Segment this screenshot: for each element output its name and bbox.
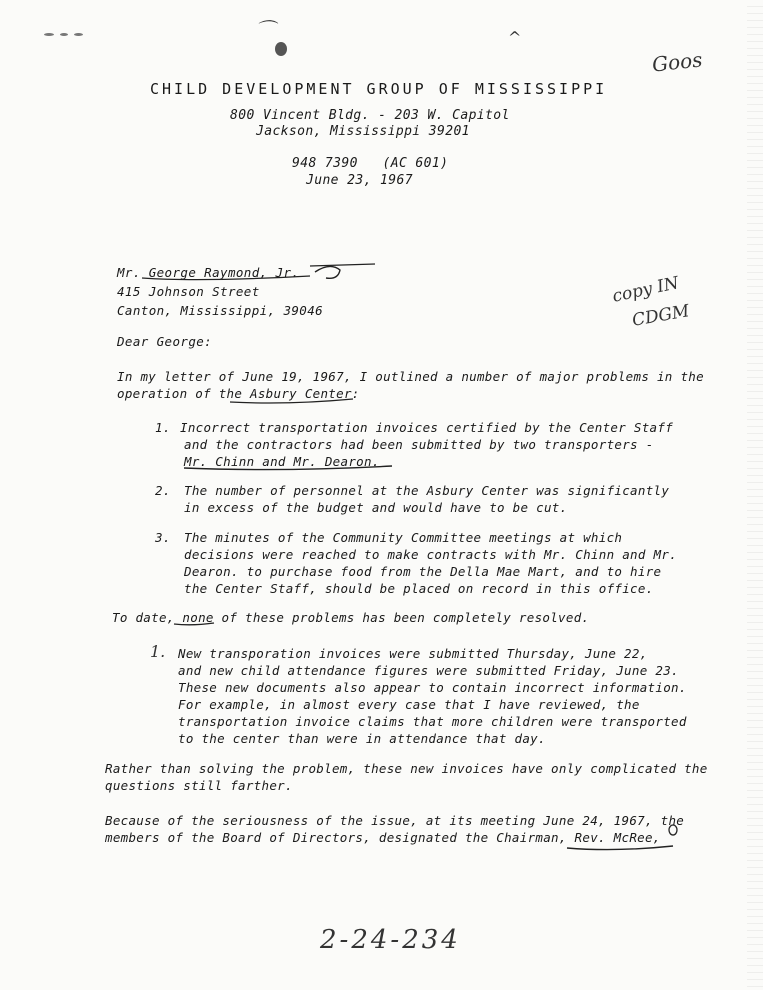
recipient-name: Mr. George Raymond, Jr. (117, 265, 300, 280)
to-date-line: To date, none of these problems has been completely resolved. (112, 610, 590, 625)
followup-line-2: and new child attendance figures were submitted Friday, June 23. (178, 663, 679, 678)
scan-edge (747, 0, 763, 990)
recipient-city: Canton, Mississippi, 39046 (117, 303, 324, 318)
followup-line-1: New transporation invoices were submitted Thursday, June 22, (178, 646, 648, 661)
followup-number: 1. (150, 642, 166, 661)
handwritten-document-number: 2-24-234 (320, 925, 461, 955)
item-2-line-1: The number of personnel at the Asbury Center was significantly (184, 483, 670, 498)
item-1-line-2: and the contractors had been submitted by two transporters - (184, 437, 654, 452)
address-line-1: 800 Vincent Bldg. - 203 W. Capitol (230, 108, 510, 123)
phone-number: 948 7390 (AC 601) (292, 156, 449, 171)
item-3-number: 3. (155, 530, 171, 545)
salutation: Dear George: (117, 334, 213, 349)
item-1-line-1: Incorrect transportation invoices certified by the Center Staff (180, 420, 674, 435)
scan-mark (44, 33, 54, 36)
handwritten-note-top: Goos (650, 47, 704, 77)
org-name: CHILD DEVELOPMENT GROUP OF MISSISSIPPI (150, 80, 608, 98)
item-3-line-3: Dearon. to purchase food from the Della Mae Mart, and to hire (184, 564, 662, 579)
item-1-line-3: Mr. Chinn and Mr. Dearon. (184, 454, 380, 469)
followup-line-5: transportation invoice claims that more children were transported (178, 714, 687, 729)
rather-line-1: Rather than solving the problem, these new invoices have only complicated the (105, 761, 708, 776)
followup-line-6: to the center than were in attendance that day. (178, 731, 546, 746)
rather-line-2: questions still farther. (105, 778, 293, 793)
followup-line-3: These new documents also appear to contain incorrect information. (178, 680, 687, 695)
because-line-1: Because of the seriousness of the issue, at its meeting June 24, 1967, the (105, 813, 685, 828)
scan-blot (275, 42, 287, 56)
because-line-2: members of the Board of Directors, designated the Chairman, Rev. McRee, (105, 830, 661, 845)
item-2-line-2: in excess of the budget and would have to be cut. (184, 500, 568, 515)
scan-mark-caret: ^ (508, 28, 522, 47)
followup-line-4: For example, in almost every case that I have reviewed, the (178, 697, 640, 712)
scan-mark-curve: ⌒ (255, 18, 275, 42)
address-line-2: Jackson, Mississippi 39201 (256, 124, 470, 139)
item-3-line-1: The minutes of the Community Committee meetings at which (184, 530, 623, 545)
names-underline (182, 462, 402, 474)
letter-date: June 23, 1967 (306, 173, 413, 188)
item-3-line-2: decisions were reached to make contracts with Mr. Chinn and Mr. (184, 547, 678, 562)
scan-mark (74, 33, 83, 36)
scan-mark (60, 33, 68, 36)
asbury-underline (228, 396, 358, 406)
item-3-line-4: the Center Staff, should be placed on record in this office. (184, 581, 654, 596)
intro-line-2: operation of the Asbury Center: (117, 386, 360, 401)
item-1-number: 1. (155, 420, 171, 435)
handwritten-copy-note-1: copy IN (610, 273, 681, 307)
handwritten-copy-note-2: CDGM (630, 301, 691, 331)
none-underline (172, 620, 218, 628)
item-2-number: 2. (155, 483, 171, 498)
intro-line-1: In my letter of June 19, 1967, I outlined a number of major problems in the (117, 369, 704, 384)
recipient-street: 415 Johnson Street (117, 284, 260, 299)
mcree-underline (565, 820, 685, 860)
